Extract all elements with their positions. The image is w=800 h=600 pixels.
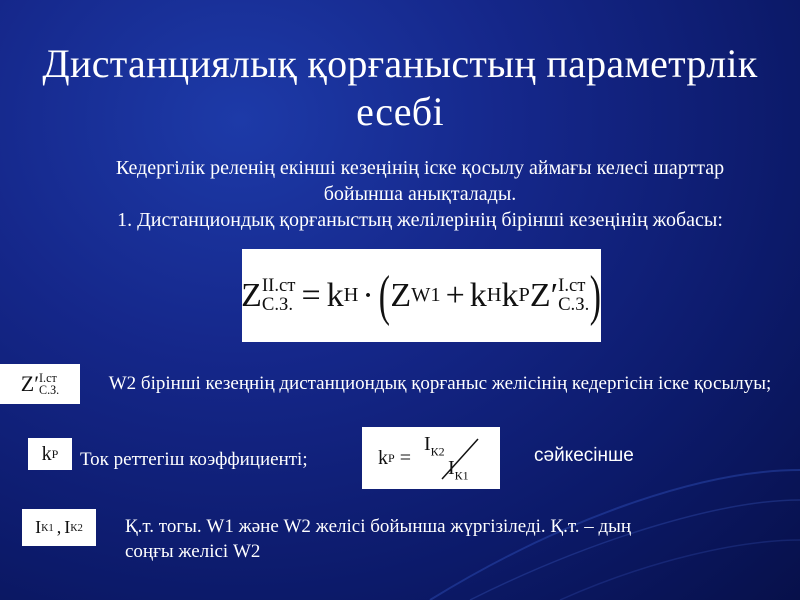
kp-den-base: I (447, 457, 455, 479)
formula-k3-sub: Р (518, 284, 530, 306)
formula-z-sub: С.З. (261, 293, 294, 315)
formula-k2-sub: Н (486, 284, 502, 306)
intro-line3: 1. Дистанциондық қорғаныстың желілерінің бірінші кезеңінің жобасы: (117, 209, 723, 231)
kp-den-sub: К1 (454, 468, 469, 483)
formula-open-paren: ( (378, 264, 390, 327)
desc-ik-line2: соңғы желісі W2 (125, 541, 261, 562)
formula-zprime-sub: С.З. (558, 293, 590, 315)
formula-k: k (326, 276, 344, 314)
symbol-ik1-sub: К1 (41, 521, 54, 534)
symbol-ik2-base: I (64, 517, 71, 537)
desc-ik (125, 514, 765, 564)
kp-formula-equals: = (399, 446, 411, 469)
formula-dot: · (362, 276, 374, 314)
formula-z: Z (241, 276, 262, 314)
symbol-z-sup: I.ст (39, 370, 57, 385)
symbol-kp-box (28, 438, 72, 470)
formula-close-paren: ) (589, 264, 602, 327)
desc-kp: Ток реттегіш коэффициенті; (80, 449, 308, 470)
formula-equals: = (301, 276, 321, 314)
symbol-z-sub: С.З. (39, 383, 60, 397)
formula-zw: Z (390, 276, 412, 314)
kp-formula-box (362, 427, 500, 489)
symbol-ik2-sub: К2 (70, 521, 83, 534)
kp-formula-fraction (422, 433, 484, 483)
intro-line1: Кедергілік реленің екінші кезеңінің іске қосылу аймағы келесі шарттар (115, 157, 725, 179)
formula-zprime-sup: I.ст (558, 274, 586, 296)
main-formula (242, 249, 601, 342)
desc-ik-line1: Қ.т. тогы. W1 және W2 желісі бойынша жүргізіледі. Қ.т. – дың (125, 516, 632, 537)
symbol-z-indices (39, 372, 59, 396)
symbol-kp-base: k (41, 442, 52, 465)
kp-formula-k-sub: Р (388, 450, 395, 465)
symbol-z-base: Z′ (20, 371, 40, 396)
formula-plus: + (445, 276, 465, 314)
symbol-kp-sub: Р (51, 446, 59, 461)
page-title-line1: Дистанциялық қорғаныстың параметрлік (42, 41, 758, 86)
formula-zw-sub: W1 (411, 284, 441, 306)
intro-text (60, 155, 780, 233)
formula-zprime-indices (558, 274, 590, 315)
formula-k-sub: Н (343, 284, 359, 306)
formula-zprime: Z′ (529, 276, 559, 314)
symbol-ik1-base: I (35, 517, 42, 537)
page-title-line2: есебі (356, 89, 444, 134)
formula-z-sup: II.ст (261, 274, 296, 296)
formula-k3: k (501, 276, 519, 314)
symbol-ik-box (22, 509, 96, 546)
desc-respectively: сәйкесінше (534, 445, 634, 466)
kp-num-sub: К2 (430, 444, 445, 459)
intro-line2: бойынша анықталады. (323, 183, 517, 205)
formula-z-indices (261, 274, 296, 315)
kp-formula-k: k (378, 446, 389, 469)
desc-w2: W2 бірінші кезеңнің дистанциондық қорғаныс желісінің кедергісін іске қосылуы; (108, 373, 772, 394)
kp-num-base: I (423, 433, 431, 455)
page-title (0, 40, 800, 136)
formula-k2: k (469, 276, 487, 314)
kp-formula-denominator (448, 457, 469, 483)
symbol-ik-sep: , (56, 517, 62, 537)
symbol-z-box (0, 364, 80, 404)
